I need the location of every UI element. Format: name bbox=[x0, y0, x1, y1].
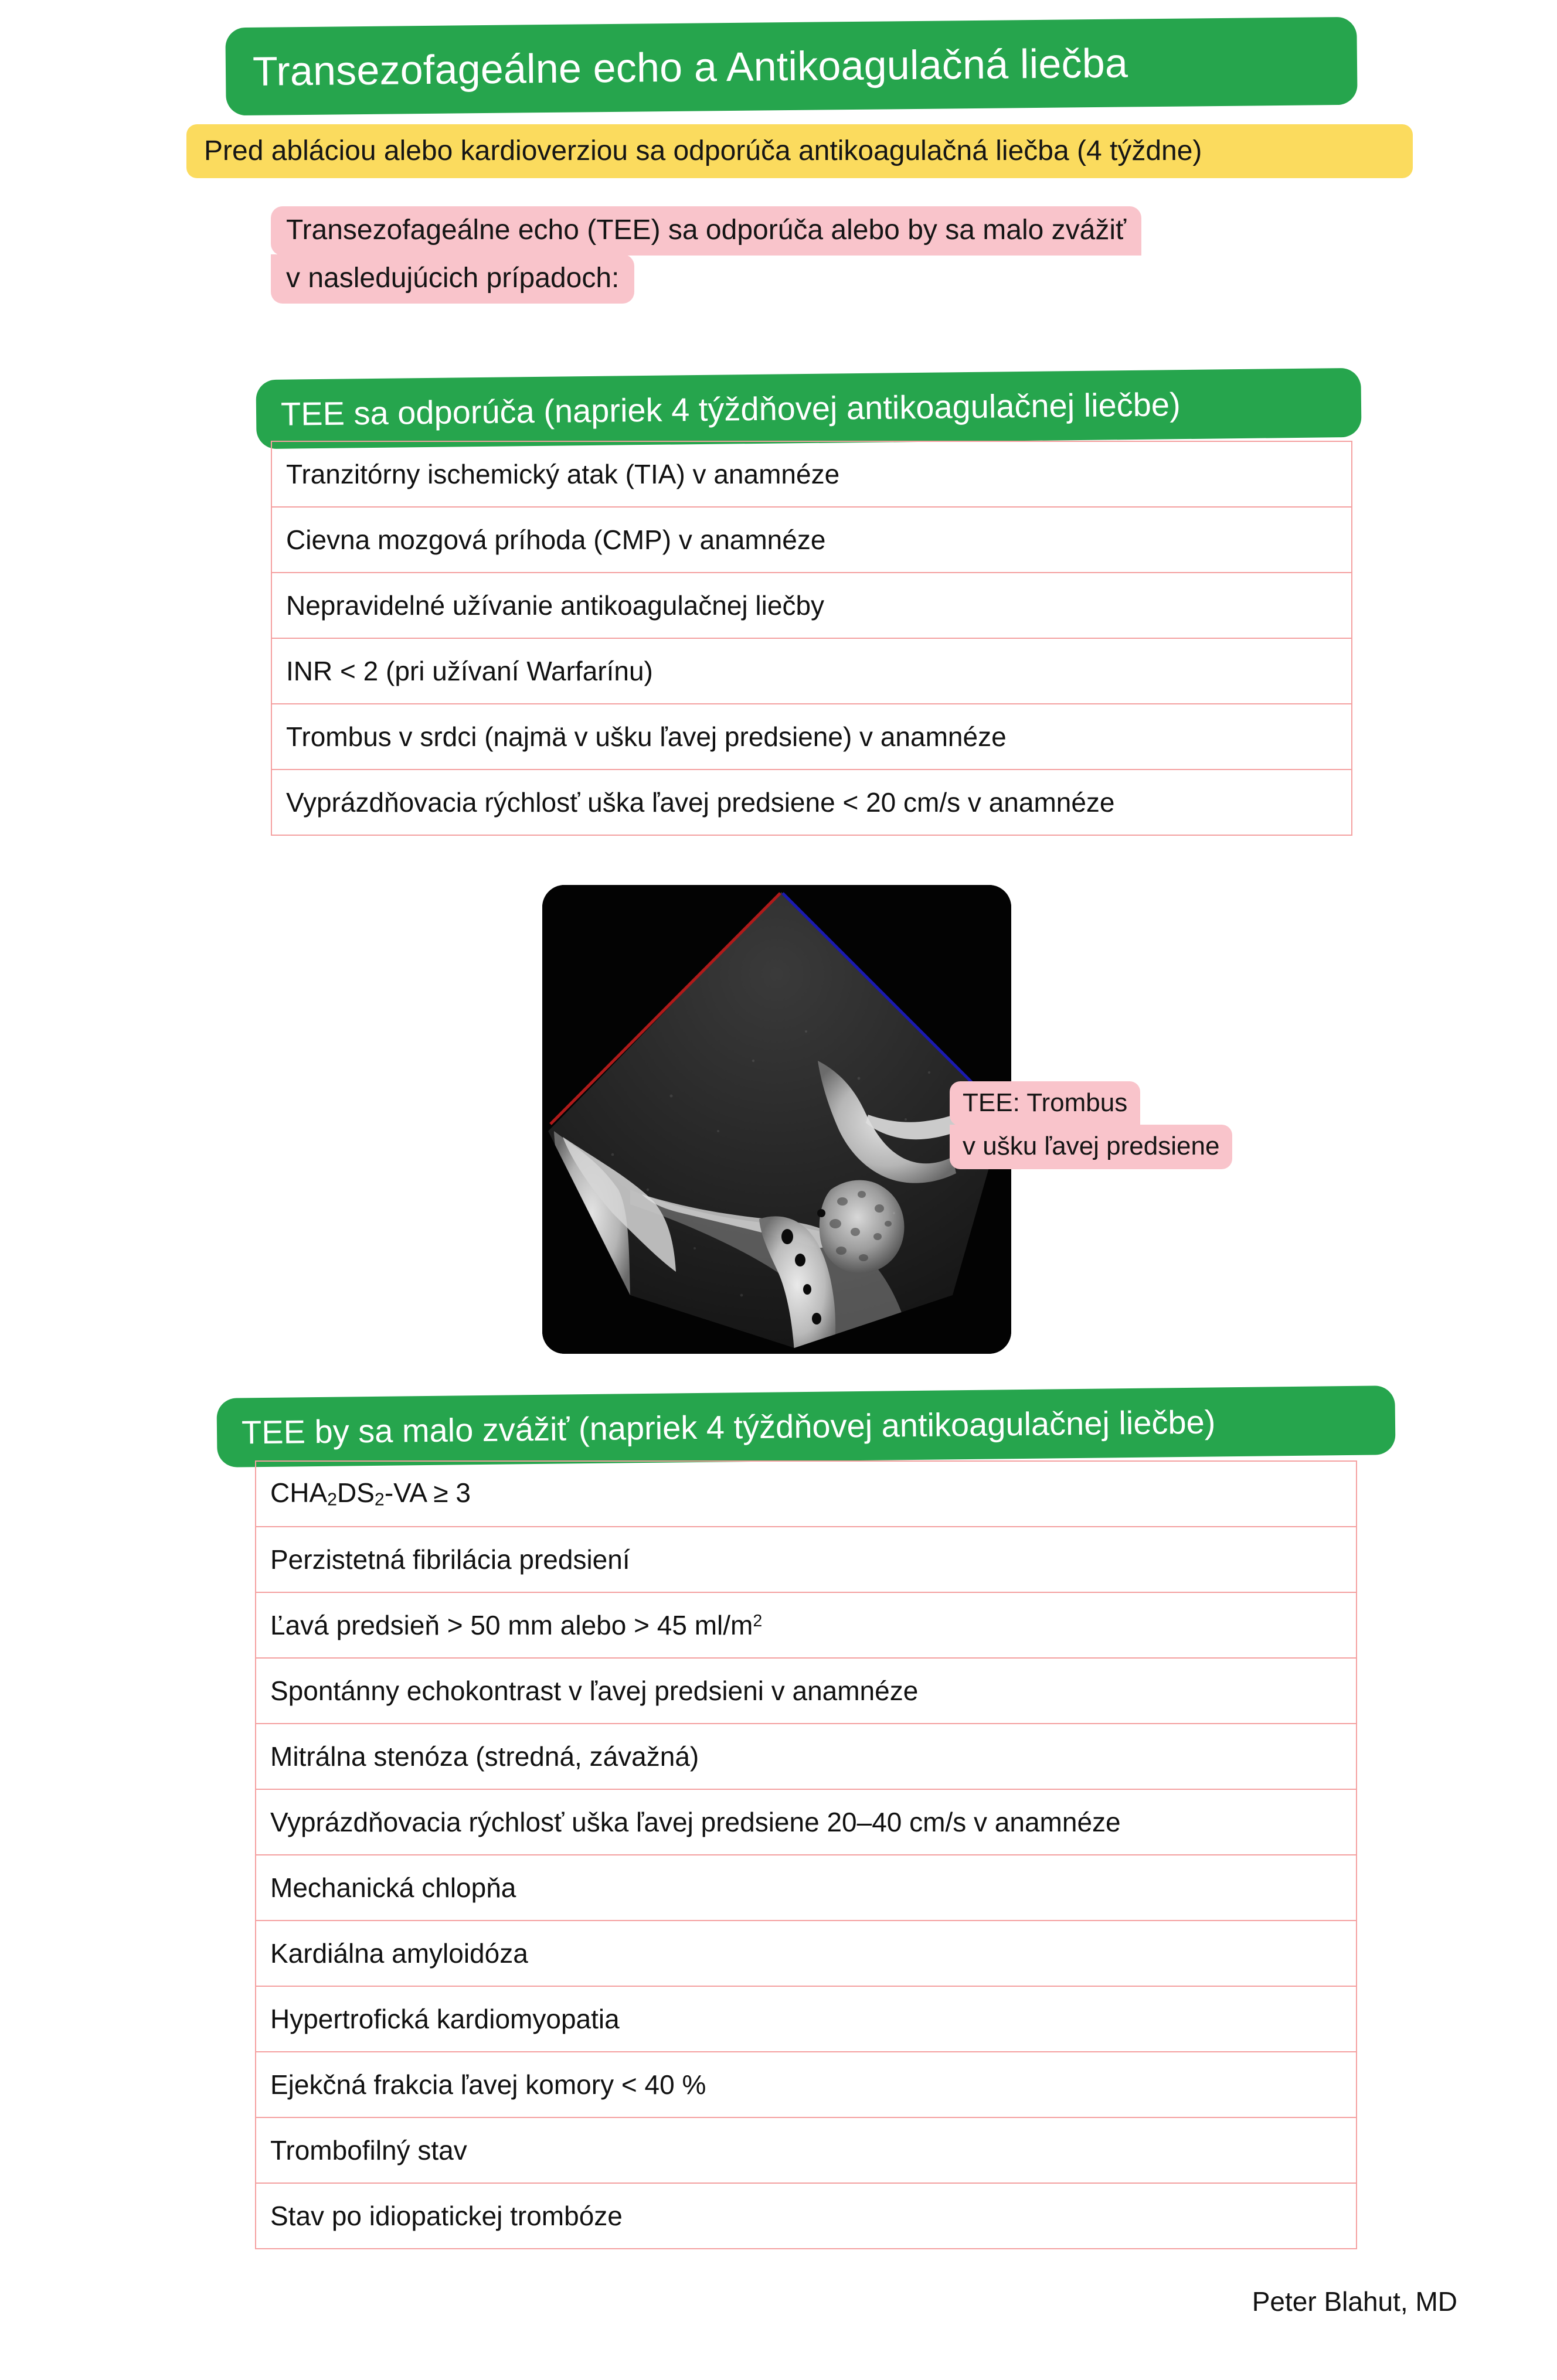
criteria-cell: Stav po idiopatickej trombóze bbox=[256, 2183, 1357, 2249]
section-header-recommended bbox=[256, 368, 1361, 449]
intro-line-1: Transezofageálne echo (TEE) sa odporúča alebo by sa malo zvážiť bbox=[271, 206, 1141, 256]
table-row bbox=[256, 1461, 1357, 1527]
echo-caption-line-1: TEE: Trombus bbox=[950, 1081, 1140, 1126]
section-header-consider-label: TEE by sa malo zvážiť (napriek 4 týždňovej antikoagulačnej liečbe) bbox=[241, 1403, 1216, 1451]
criteria-cell: $CHA_2DS_2-VA \ge 3$ bbox=[256, 1461, 1357, 1527]
subtitle-banner bbox=[186, 124, 1413, 178]
criteria-cell: Mechanická chlopňa bbox=[256, 1855, 1357, 1921]
criteria-cell: Trombus v srdci (najmä v ušku ľavej predsiene) v anamnéze bbox=[271, 704, 1352, 770]
table-row bbox=[271, 704, 1352, 770]
criteria-cell: Perzistetná fibrilácia predsiení bbox=[256, 1527, 1357, 1592]
table-row bbox=[256, 1658, 1357, 1724]
footer-signature bbox=[0, 2286, 1457, 2317]
table-row bbox=[256, 1855, 1357, 1921]
table-row bbox=[256, 1527, 1357, 1592]
subtitle-text: Pred abláciou alebo kardioverziou sa odporúča antikoagulačná liečba (4 týždne) bbox=[204, 135, 1202, 167]
criteria-cell: Mitrálna stenóza (stredná, závažná) bbox=[256, 1724, 1357, 1789]
intro-highlight-block bbox=[271, 206, 1303, 304]
section-header-recommended-label: TEE sa odporúča (napriek 4 týždňovej antikoagulačnej liečbe) bbox=[280, 386, 1181, 433]
page-title: Transezofageálne echo a Antikoagulačná liečba bbox=[252, 39, 1128, 94]
criteria-cell: Ejekčná frakcia ľavej komory < 40 % bbox=[256, 2052, 1357, 2117]
table-row bbox=[256, 2117, 1357, 2183]
criteria-table-recommended bbox=[271, 441, 1352, 836]
table-row bbox=[271, 770, 1352, 835]
page-title-banner bbox=[225, 17, 1357, 116]
criteria-cell: Tranzitórny ischemický atak (TIA) v anamnéze bbox=[271, 441, 1352, 507]
criteria-cell: Cievna mozgová príhoda (CMP) v anamnéze bbox=[271, 507, 1352, 573]
table-row bbox=[271, 507, 1352, 573]
criteria-cell: Nepravidelné užívanie antikoagulačnej liečby bbox=[271, 573, 1352, 638]
author-name: Peter Blahut, MD bbox=[1252, 2286, 1457, 2317]
table-row bbox=[256, 1921, 1357, 1986]
table-row bbox=[271, 638, 1352, 704]
table-row bbox=[271, 573, 1352, 638]
intro-line-2: v nasledujúcich prípadoch: bbox=[271, 254, 634, 304]
criteria-cell: INR < 2 (pri užívaní Warfarínu) bbox=[271, 638, 1352, 704]
table-row bbox=[256, 1724, 1357, 1789]
criteria-table-consider-body bbox=[256, 1461, 1357, 2249]
echo-caption-line-2: v ušku ľavej predsiene bbox=[950, 1125, 1232, 1169]
criteria-cell: Ľavá predsieň > 50 mm alebo > 45 $ml/m^2$ bbox=[256, 1592, 1357, 1658]
criteria-table-recommended-body bbox=[271, 441, 1352, 835]
echo-figure bbox=[542, 885, 1011, 1354]
table-row bbox=[256, 1986, 1357, 2052]
table-row bbox=[256, 2183, 1357, 2249]
table-row bbox=[256, 1592, 1357, 1658]
table-row bbox=[256, 1789, 1357, 1855]
criteria-cell: Trombofilný stav bbox=[256, 2117, 1357, 2183]
section-header-consider bbox=[216, 1385, 1395, 1468]
criteria-cell: Spontánny echokontrast v ľavej predsieni v anamnéze bbox=[256, 1658, 1357, 1724]
criteria-cell: Hypertrofická kardiomyopatia bbox=[256, 1986, 1357, 2052]
criteria-table-consider bbox=[255, 1460, 1357, 2249]
criteria-cell: Kardiálna amyloidóza bbox=[256, 1921, 1357, 1986]
criteria-cell: Vyprázdňovacia rýchlosť uška ľavej predsiene 20–40 cm/s v anamnéze bbox=[256, 1789, 1357, 1855]
tee-echocardiogram-image bbox=[542, 885, 1011, 1354]
criteria-cell: Vyprázdňovacia rýchlosť uška ľavej predsiene < 20 cm/s v anamnéze bbox=[271, 770, 1352, 835]
table-row bbox=[256, 2052, 1357, 2117]
table-row bbox=[271, 441, 1352, 507]
echo-caption bbox=[950, 1081, 1313, 1169]
